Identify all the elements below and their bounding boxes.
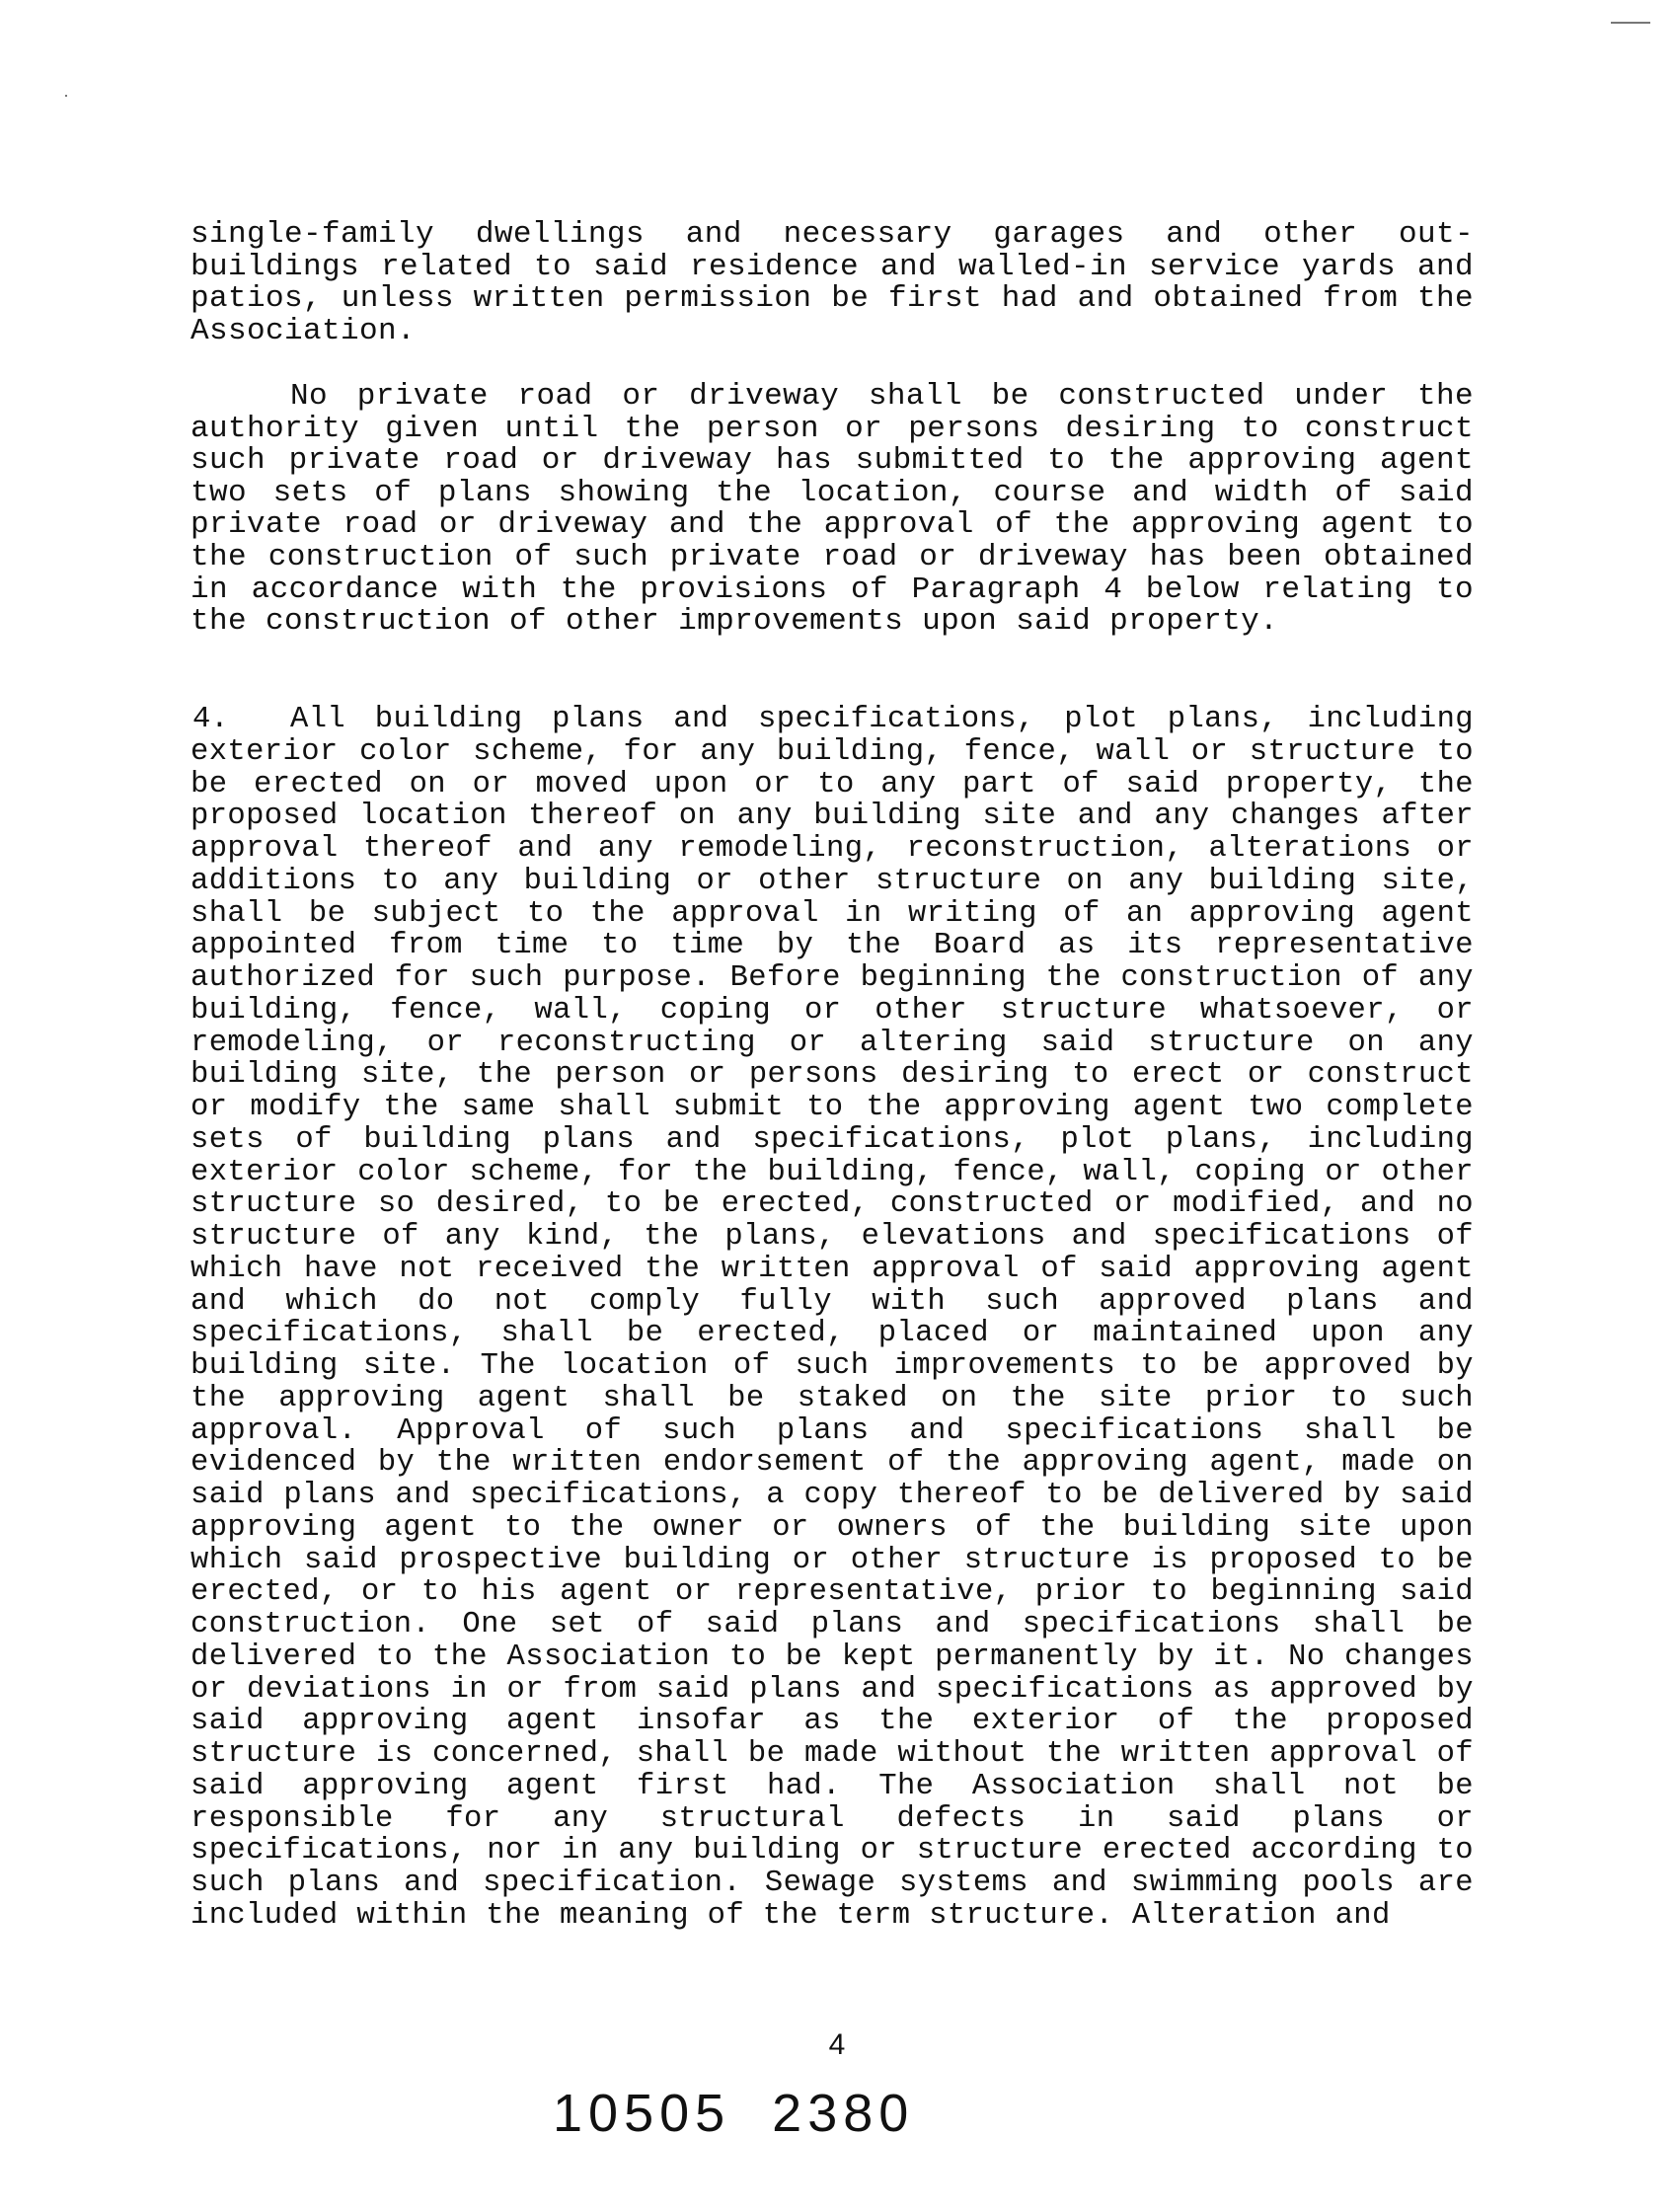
scan-mark-top-right [1611,22,1650,24]
page-number: 4 [828,2028,846,2061]
section-4-body: All building plans and specifications, plot plans, including exterior color scheme, for any building, fence, wall or structure to be erected on or moved upon or to any part of said property, the proposed location thereof on any building site and any changes after approval thereof and any remodeling, reconstruction, alterations or additions to any building or other structure on any building site, shall be subject to the approval in writing of an approving agent appointed from time to time by the Board as its representative authorized for such purpose. Before beginning the construction of any building, fence, wall, coping or other structure whatsoever, or remodeling, or reconstructing or altering said structure on any building site, the person or persons desiring to erect or construct or modify the same shall submit to the approving agent two complete sets of building plans and specifications, plot plans, including exterior color scheme, for the building, fence, wall, coping or other structure so desired, to be erected, constructed or modified, and no structure of any kind, the plans, elevations and specifications of which have not received the written approval of said approving agent and which do not comply fully with such approved plans and specifications, shall be erected, placed or maintained upon any building site. The location of such improvements to be approved by the approving agent shall be staked on the site prior to such approval. Approval of such plans and specifications shall be evidenced by the written endorsement of the approving agent, made on said plans and specifications, a copy thereof to be delivered by said approving agent to the owner or owners of the building site upon which said prospective building or other structure is proposed to be erected, or to his agent or representative, prior to beginning said construction. One set of said plans and specifications shall be delivered to the Association to be kept permanently by it. No changes or deviations in or from said plans and specifications as approved by said approving agent insofar as the exterior of the proposed structure is concerned, shall be made without the written approval of said approving agent first had. The Association shall not be responsible for any structural defects in said plans or specifications, nor in any building or structure erected according to such plans and specification. Sewage systems and swimming pools are included within the meaning of the term structure. Alteration and [190,703,1474,1933]
section-4-text [190,704,1474,1933]
section-4-number: 4. [192,703,229,736]
record-stamp: 10505 2380 [553,2084,915,2143]
paragraph-dwellings: single-family dwellings and necessary garages and other out-buildings related to said residence and walled-in service yards and patios, unless written permission be first had and obtained from the Association. [190,217,1474,348]
paragraph-private-road: No private road or driveway shall be constructed under the authority given until the person or persons desiring to construct such private road or driveway has submitted to the approving agent two sets of plans showing the location, course and width of said private road or driveway and the approval of the approving agent to the construction of such private road or driveway has been obtained in accordance with the provisions of Paragraph 4 below relating to the construction of other improvements upon said property. [190,379,1474,640]
scan-mark-top-left [65,95,67,97]
